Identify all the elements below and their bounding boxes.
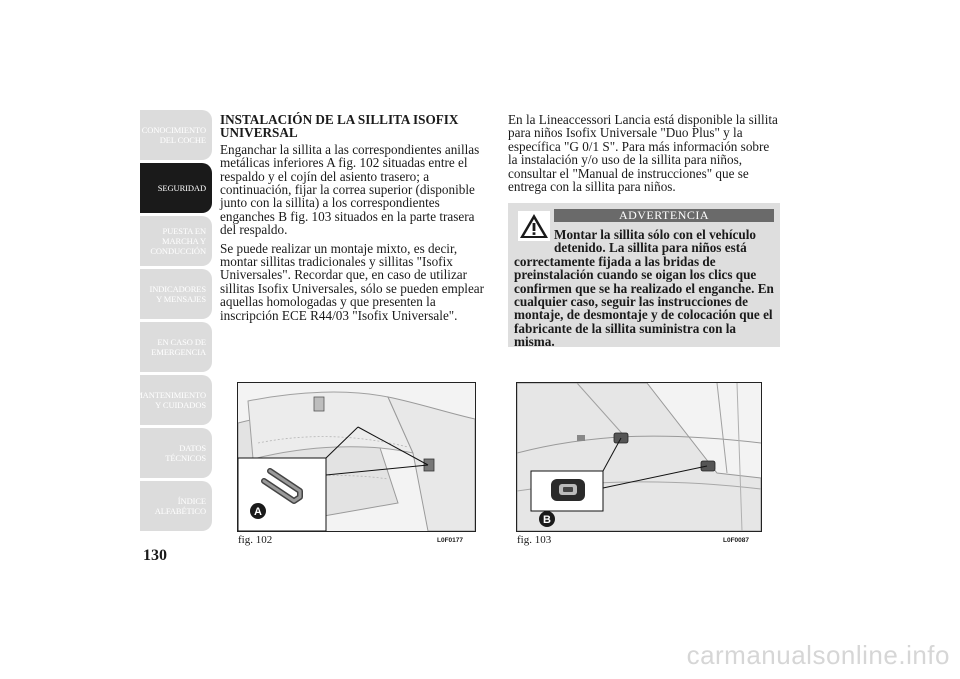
tab-datos-tecnicos[interactable] xyxy=(140,428,212,478)
paragraph: En la Lineaccessori Lancia está disponible la sillita para niños Isofix Universale "Duo Plus" y la específica "G 0/1 S". Para más información sobre la instalación y/o uso de la sillita para niños, consultar el "Manual de instrucciones" que se entrega con la sillita para niños. xyxy=(508,112,778,195)
warning-text xyxy=(514,228,774,349)
tab-en-caso-de-emergencia[interactable] xyxy=(140,322,212,372)
paragraph: Se puede realizar un montaje mixto, es decir, montar sillitas tradicionales y sillitas "Isofix Universales". Recordar que, en caso de utilizar sillitas Isofix Universales, sólo se pueden emplear aquellas homologadas y que presenten la inscripción ECE R44/03 "Isofix Universale". xyxy=(220,240,485,323)
tether-anchor-illustration xyxy=(517,383,761,531)
figure-tether-anchor xyxy=(516,382,762,532)
tab-label: CONOCIMIENTO DEL COCHE xyxy=(141,125,206,145)
tab-puesta-en-marcha[interactable] xyxy=(140,216,212,266)
paragraph: Enganchar la sillita a las correspondientes anillas metálicas inferiores A fig. 102 situadas entre el respaldo y el cojín del asiento trasero; a continuación, fijar la correa superior (disponible junto con la sillita) a los correspondientes enganches B fig. 103 situados en la parte trasera del respaldo. xyxy=(220,141,480,238)
chapter-sidebar xyxy=(135,110,212,534)
left-column xyxy=(220,113,490,327)
tab-label: EN CASO DE EMERGENCIA xyxy=(151,337,206,357)
section-heading: INSTALACIÓN DE LA SILLITA ISOFIX UNIVERSAL xyxy=(220,112,459,141)
tab-label: MANTENIMIENTO Y CUIDADOS xyxy=(135,390,206,410)
watermark: carmanualsonline.info xyxy=(686,640,950,670)
isofix-anchor-illustration xyxy=(238,383,475,531)
callout-a: A xyxy=(254,506,262,518)
tab-indice-alfabetico[interactable] xyxy=(140,481,212,531)
warning-box xyxy=(508,203,780,350)
right-column xyxy=(508,113,782,198)
warning-text-first: Montar la sillita sólo con el vehículo detenido. La sillita para niños está xyxy=(554,227,756,256)
tab-label: INDICADORES Y MENSAJES xyxy=(149,284,206,304)
tab-indicadores-y-mensajes[interactable] xyxy=(140,269,212,319)
figure-code: L0F0177 xyxy=(437,537,464,544)
figure-code: L0F0087 xyxy=(723,537,750,544)
tab-label: ÍNDICE ALFABÉTICO xyxy=(154,496,206,516)
page-number: 130 xyxy=(143,547,167,564)
tab-conocimiento-del-coche[interactable] xyxy=(140,110,212,160)
tab-label: PUESTA EN MARCHA Y CONDUCCIÓN xyxy=(150,226,206,256)
callout-b: B xyxy=(543,514,551,526)
warning-title: ADVERTENCIA xyxy=(554,209,774,222)
figure-caption: fig. 102 xyxy=(238,534,273,546)
warning-text-rest: correctamente fijada a las bridas de preinstalación cuando se oigan los clics que confirmen que se ha realizado el enganche. En cualquier caso, seguir las instrucciones de montaje, de desmontaje y de colocación que el fabricante de la sillita suministra con la misma. xyxy=(514,253,774,350)
figure-caption: fig. 103 xyxy=(517,534,552,546)
warning-triangle-icon xyxy=(518,211,550,241)
tab-seguridad[interactable] xyxy=(140,163,212,213)
tab-label: SEGURIDAD xyxy=(157,183,206,193)
tab-label: DATOS TÉCNICOS xyxy=(165,443,206,463)
tab-mantenimiento-y-cuidados[interactable] xyxy=(135,375,212,425)
figure-isofix-anchor xyxy=(237,382,476,532)
